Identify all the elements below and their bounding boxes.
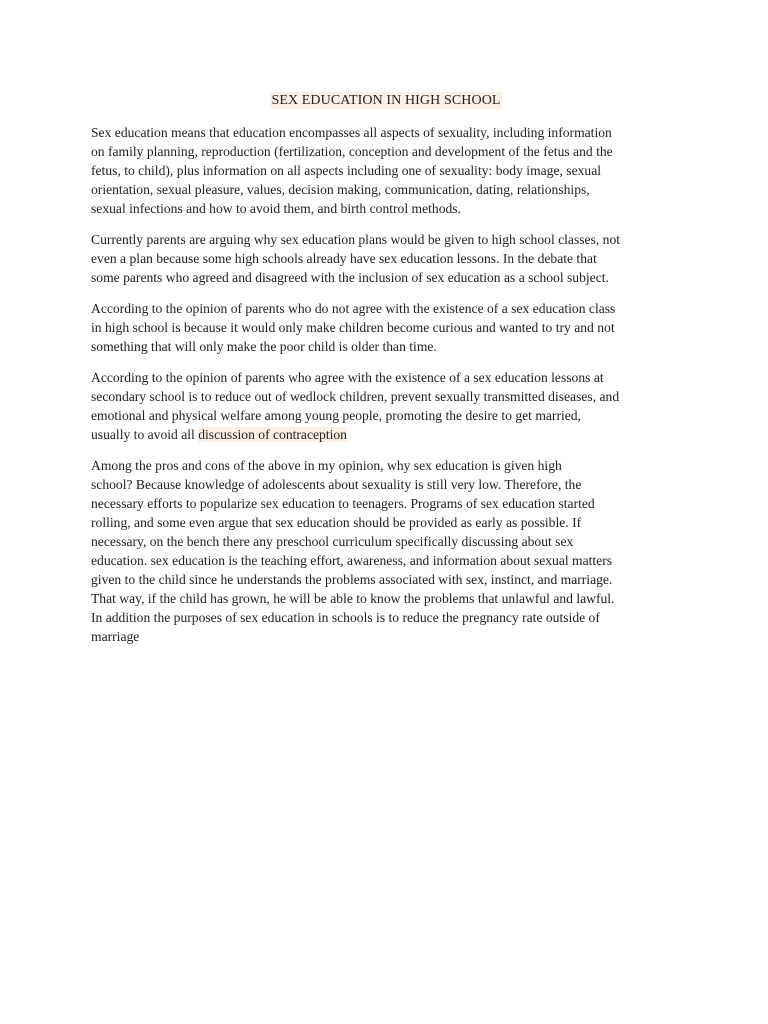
text-line: on family planning, reproduction (fertilization, conception and development of the fetus and the	[91, 144, 613, 159]
document-body	[91, 90, 681, 658]
text-line: According to the opinion of parents who agree with the existence of a sex education lessons at	[91, 370, 604, 385]
text-line: necessary efforts to popularize sex education to teenagers. Programs of sex education started	[91, 496, 595, 511]
text-line: sexual infections and how to avoid them, and birth control methods.	[91, 201, 461, 216]
text-line: usually to avoid all	[91, 427, 199, 442]
paragraph-debate	[91, 230, 681, 287]
highlighted-phrase: discussion of contraception	[198, 427, 347, 442]
text-line: That way, if the child has grown, he will be able to know the problems that unlawful and lawful.	[91, 591, 615, 606]
text-line: education. sex education is the teaching effort, awareness, and information about sexual matters	[91, 553, 613, 568]
text-line: fetus, to child), plus information on all aspects including one of sexuality: body image, sexual	[91, 163, 602, 178]
paragraph-agree	[91, 368, 681, 444]
text-line: In addition the purposes of sex education in schools is to reduce the pregnancy rate outside of	[91, 610, 600, 625]
document-title	[91, 90, 681, 112]
text-line: Currently parents are arguing why sex education plans would be given to high school classes, not	[91, 232, 621, 247]
text-line: some parents who agreed and disagreed with the inclusion of sex education as a school subject.	[91, 270, 609, 285]
text-line: necessary, on the bench there any preschool curriculum specifically discussing about sex	[91, 534, 574, 549]
text-line: Sex education means that education encompasses all aspects of sexuality, including information	[91, 125, 612, 140]
text-line: orientation, sexual pleasure, values, decision making, communication, dating, relationships,	[91, 182, 590, 197]
paragraph-disagree	[91, 299, 681, 356]
text-line: school? Because knowledge of adolescents about sexuality is still very low. Therefore, the	[91, 477, 582, 492]
document-title-text: SEX EDUCATION IN HIGH SCHOOL	[271, 93, 501, 108]
text-line: Among the pros and cons of the above in my opinion, why sex education is given high	[91, 458, 562, 473]
text-line: According to the opinion of parents who do not agree with the existence of a sex education class	[91, 301, 616, 316]
text-line: rolling, and some even argue that sex education should be provided as early as possible. If	[91, 515, 582, 530]
paragraph-opinion	[91, 456, 681, 646]
text-line: even a plan because some high schools already have sex education lessons. In the debate that	[91, 251, 597, 266]
text-line: something that will only make the poor child is older than time.	[91, 339, 437, 354]
text-line: given to the child since he understands the problems associated with sex, instinct, and marriage.	[91, 572, 613, 587]
text-line: secondary school is to reduce out of wedlock children, prevent sexually transmitted diseases, and	[91, 389, 620, 404]
text-line: in high school is because it would only make children become curious and wanted to try and not	[91, 320, 615, 335]
text-line: marriage	[91, 629, 140, 644]
text-line: emotional and physical welfare among young people, promoting the desire to get married,	[91, 408, 581, 423]
paragraph-definition	[91, 123, 681, 218]
